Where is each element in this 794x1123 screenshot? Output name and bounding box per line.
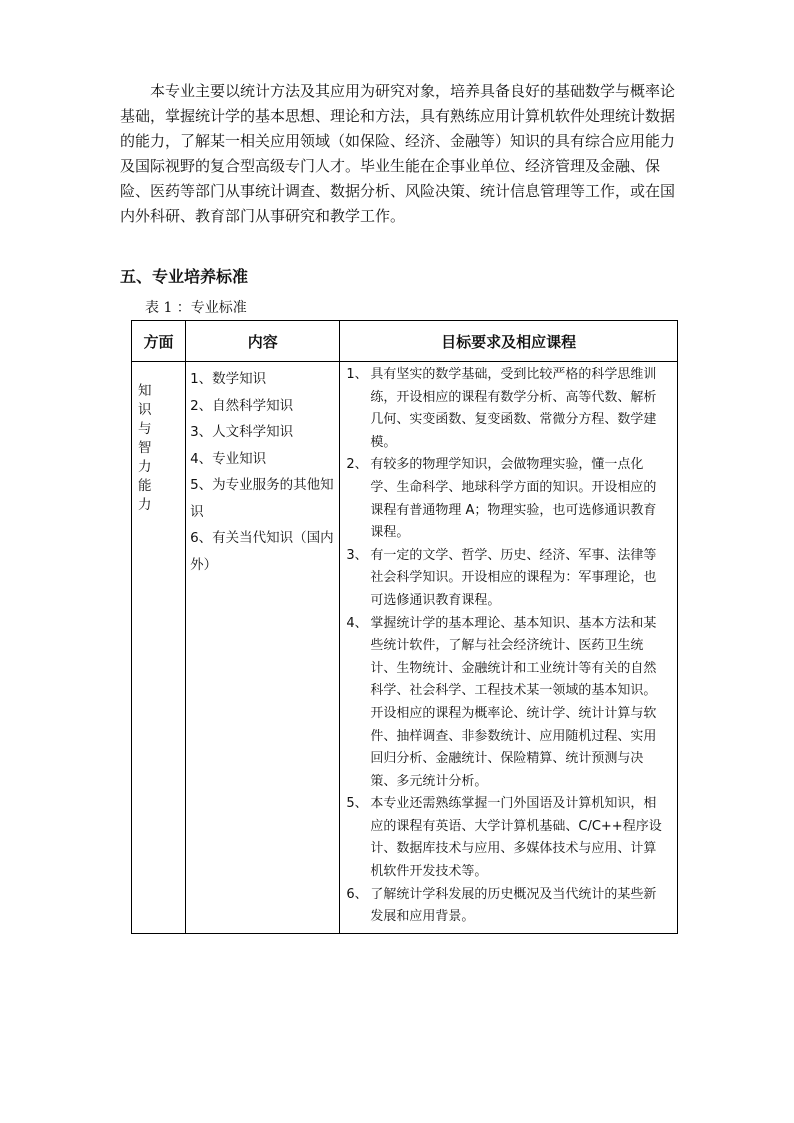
goal-text: 掌握统计学的基本理论、基本知识、基本方法和某些统计软件，了解与社会经济统计、医药卫生统计、生物统计、金融统计和工业统计等有关的自然科学、社会科学、工程技术某一领域的基本知识。开设相应的课程为概率论、统计学、统计计算与软件、抽样调查、非参数统计、应用随机过程、实用回归分析、金融统计、保险精算、统计预测与决策、多元统计分析。 (370, 615, 657, 789)
content-item: 3、人文科学知识 (190, 424, 294, 440)
standards-table (131, 320, 678, 934)
aspect-char: 力 (138, 459, 152, 475)
intro-paragraph: 本专业主要以统计方法及其应用为研究对象，培养具备良好的基础数学与概率论基础，掌握统计学的基本思想、理论和方法，具有熟练应用计算机软件处理统计数据的能力，了解某一相关应用领域（如保险、经济、金融等）知识的具有综合应用能力及国际视野的复合型高级专门人才。毕业生能在企事业单位、经济管理及金融、保险、医药等部门从事统计调查、数据分析、风险决策、统计信息管理等工作，或在国内外科研、教育部门从事研究和教学工作。 (120, 82, 676, 225)
table-row (132, 362, 678, 934)
table-header-row (132, 321, 678, 362)
content-item: 1、数学知识 (190, 371, 267, 387)
aspect-char: 力 (138, 497, 152, 513)
goal-number: 2、 (346, 457, 368, 473)
aspect-char: 知 (138, 383, 152, 399)
goal-text: 本专业还需熟练掌握一门外国语及计算机知识，相应的课程有英语、大学计算机基础、C/C++程序设计、数据库技术与应用、多媒体技术与应用、计算机软件开发技术等。 (370, 796, 662, 880)
goal-number: 6、 (346, 886, 368, 902)
table-caption: 表 1 ：专业标准 (145, 300, 247, 316)
content-item: 5、为专业服务的其他知识 (190, 477, 334, 520)
content-item: 2、自然科学知识 (190, 397, 294, 414)
aspect-char: 能 (138, 478, 152, 494)
goal-item (346, 454, 669, 544)
goal-item (346, 613, 669, 794)
content-cell (186, 362, 340, 934)
header-goals: 目标要求及相应课程 (340, 321, 678, 362)
goal-text: 了解统计学科发展的历史概况及当代统计的某些新发展和应用背景。 (370, 886, 657, 925)
goal-item (346, 545, 669, 613)
goal-item (346, 793, 669, 883)
aspect-cell (132, 362, 186, 934)
goal-item (346, 364, 669, 454)
aspect-char: 智 (138, 440, 152, 456)
goals-list (346, 364, 669, 929)
content-list (190, 366, 335, 578)
goal-text: 有一定的文学、哲学、历史、经济、军事、法律等社会科学知识。开设相应的课程为：军事理论，也可选修通识教育课程。 (370, 547, 657, 608)
goal-text: 有较多的物理学知识，会做物理实验，懂一点化学、生命科学、地球科学方面的知识。开设相应的课程有普通物理 A；物理实验，也可选修通识教育课程。 (370, 457, 657, 541)
goal-number: 5、 (346, 796, 368, 812)
aspect-char: 识 (138, 402, 152, 418)
header-content: 内容 (186, 321, 340, 362)
section-title: 五、专业培养标准 (120, 267, 249, 286)
goal-item (346, 884, 669, 929)
content-item: 4、专业知识 (190, 450, 267, 467)
goal-number: 4、 (346, 615, 368, 631)
header-aspect: 方面 (132, 321, 186, 362)
goal-number: 3、 (346, 547, 368, 563)
content-item: 6、有关当代知识（国内外） (190, 530, 334, 573)
aspect-char: 与 (138, 421, 152, 437)
goal-text: 具有坚实的数学基础，受到比较严格的科学思维训练，开设相应的课程有数学分析、高等代数、解析几何、实变函数、复变函数、常微分方程、数学建模。 (370, 367, 657, 450)
goal-number: 1、 (346, 367, 368, 382)
goals-cell (340, 362, 678, 934)
